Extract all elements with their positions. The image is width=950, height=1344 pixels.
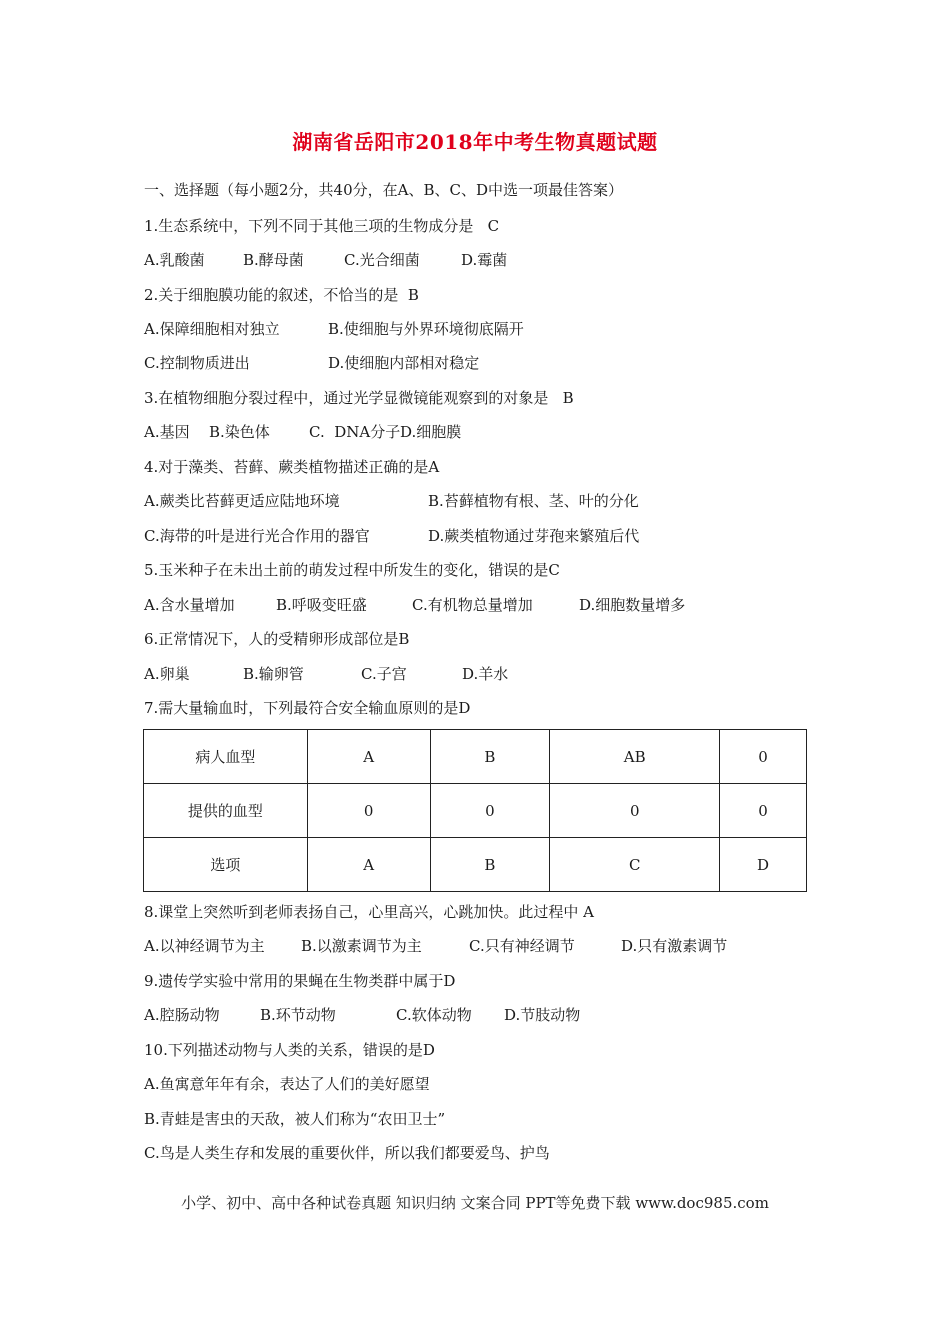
option: B.酵母菌 (243, 251, 304, 269)
option: B.以激素调节为主 (301, 937, 422, 955)
question-stem: 7.需大量输血时，下列最符合安全输血原则的是D (144, 699, 471, 717)
question-stem: 4.对于藻类、苔藓、蕨类植物描述正确的是A (144, 458, 440, 476)
question-stem: 6.正常情况下，人的受精卵形成部位是B (144, 630, 410, 648)
table-cell: 0 (720, 784, 807, 838)
table-cell: A (307, 838, 430, 892)
table-row (144, 784, 807, 838)
table-cell: C (550, 838, 720, 892)
option: A.含水量增加 (144, 596, 235, 614)
table-cell: 0 (307, 784, 430, 838)
table-row (144, 730, 807, 784)
option: A.以神经调节为主 (144, 937, 265, 955)
option: C.控制物质进出 (144, 354, 250, 372)
option: C.子宫 (361, 665, 407, 683)
page-title: 湖南省岳阳市2018年中考生物真题试题 (292, 130, 658, 154)
option: D.只有激素调节 (621, 937, 728, 955)
option: C.鸟是人类生存和发展的重要伙伴，所以我们都要爱鸟、护鸟 (144, 1144, 550, 1162)
option: C. DNA分子 (309, 423, 401, 441)
option: B.苔藓植物有根、茎、叶的分化 (428, 492, 639, 510)
option: D.节肢动物 (504, 1006, 581, 1024)
question-stem: 10.下列描述动物与人类的关系，错误的是D (144, 1041, 435, 1059)
option: C.有机物总量增加 (412, 596, 533, 614)
option: B.呼吸变旺盛 (276, 596, 367, 614)
section-header: 一、选择题（每小题2分，共40分，在A、B、C、D中选一项最佳答案） (144, 181, 623, 199)
blood-type-table (143, 729, 807, 892)
table-cell: 提供的血型 (144, 784, 308, 838)
table-cell: 0 (720, 730, 807, 784)
option: D.使细胞内部相对稳定 (328, 354, 480, 372)
option: B.环节动物 (260, 1006, 336, 1024)
option: B.输卵管 (243, 665, 304, 683)
table-cell: 选项 (144, 838, 308, 892)
table-cell: AB (550, 730, 720, 784)
question-stem: 2.关于细胞膜功能的叙述，不恰当的是 B (144, 286, 419, 304)
option: A.基因 (144, 423, 190, 441)
option: C.软体动物 (396, 1006, 472, 1024)
table-cell: 0 (550, 784, 720, 838)
table-cell: 0 (430, 784, 550, 838)
question-stem: 8.课堂上突然听到老师表扬自己，心里高兴，心跳加快。此过程中 A (144, 903, 594, 921)
question-stem: 3.在植物细胞分裂过程中，通过光学显微镜能观察到的对象是 B (144, 389, 574, 407)
table-cell: B (430, 838, 550, 892)
question-stem: 1.生态系统中，下列不同于其他三项的生物成分是 C (144, 217, 500, 235)
option: B.青蛙是害虫的天敌，被人们称为“农田卫士” (144, 1110, 446, 1128)
option: B.使细胞与外界环境彻底隔开 (328, 320, 524, 338)
option: A.乳酸菌 (144, 251, 205, 269)
option: C.光合细菌 (344, 251, 420, 269)
option: D.蕨类植物通过芽孢来繁殖后代 (428, 527, 640, 545)
option: B.染色体 (209, 423, 270, 441)
option: D.霉菌 (461, 251, 508, 269)
option: A.腔肠动物 (144, 1006, 220, 1024)
option: D.细胞数量增多 (579, 596, 686, 614)
option: A.蕨类比苔藓更适应陆地环境 (144, 492, 340, 510)
option: A.卵巢 (144, 665, 190, 683)
option: D.细胞膜 (400, 423, 462, 441)
table-cell: 病人血型 (144, 730, 308, 784)
option: C.海带的叶是进行光合作用的器官 (144, 527, 370, 545)
question-stem: 5.玉米种子在未出土前的萌发过程中所发生的变化，错误的是C (144, 561, 560, 579)
option: A.鱼寓意年年有余，表达了人们的美好愿望 (144, 1075, 430, 1093)
option: A.保障细胞相对独立 (144, 320, 280, 338)
option: D.羊水 (462, 665, 509, 683)
option: C.只有神经调节 (469, 937, 575, 955)
question-stem: 9.遗传学实验中常用的果蝇在生物类群中属于D (144, 972, 456, 990)
table-row (144, 838, 807, 892)
table-cell: B (430, 730, 550, 784)
table-cell: D (720, 838, 807, 892)
table-cell: A (307, 730, 430, 784)
page-footer: 小学、初中、高中各种试卷真题 知识归纳 文案合同 PPT等免费下载 www.doc985.com (181, 1194, 769, 1212)
